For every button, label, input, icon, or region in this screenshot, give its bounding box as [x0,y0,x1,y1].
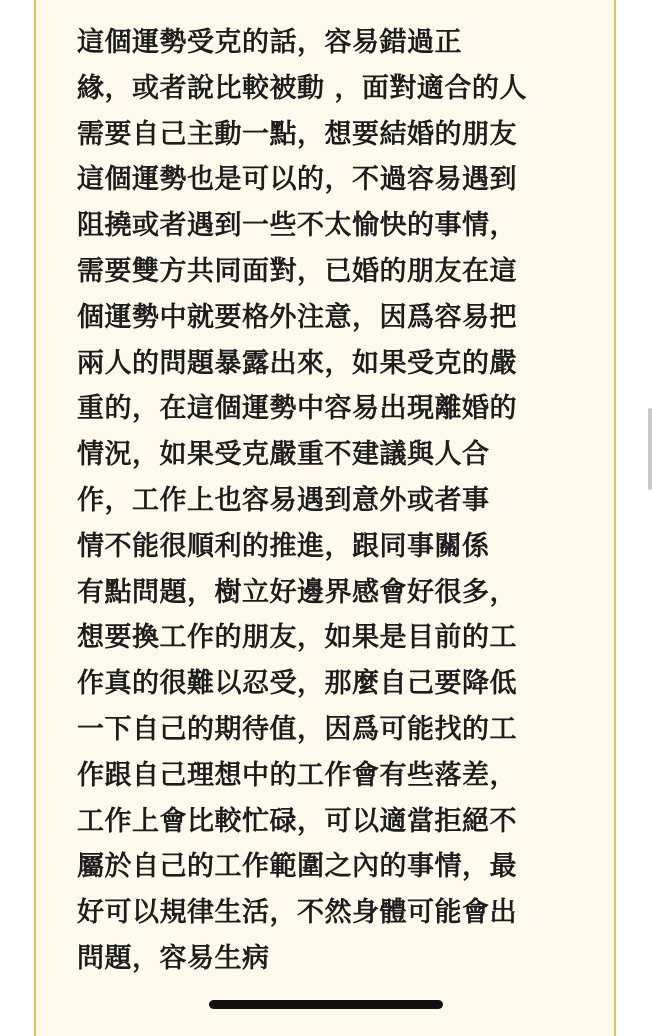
text-line: 情況，如果受克嚴重不建議與人合 [77,439,490,471]
text-line: 兩人的問題暴露出來，如果受克的嚴 [77,347,517,379]
text-line: 工作上會比較忙碌，可以適當拒絕不 [77,805,517,837]
text-line: 緣，或者說比較被動 ，面對適合的人 [77,72,527,104]
article-text [77,20,577,982]
text-line: 阻撓或者遇到一些不太愉快的事情， [77,210,517,242]
text-line: 一下自己的期待值，因爲可能找的工 [77,713,517,745]
vertical-scrollbar[interactable] [648,408,652,490]
text-line: 屬於自己的工作範圍之內的事情，最 [77,851,517,883]
text-line: 這個運勢也是可以的，不過容易遇到 [77,164,517,196]
text-line: 作跟自己理想中的工作會有些落差， [77,759,517,791]
text-line: 需要自己主動一點，想要結婚的朋友 [77,118,517,150]
text-line: 需要雙方共同面對，已婚的朋友在這 [77,255,517,287]
text-line: 想要換工作的朋友，如果是目前的工 [77,622,517,654]
text-line: 情不能很順利的推進，跟同事關係 [77,530,490,562]
text-line: 好可以規律生活，不然身體可能會出 [77,897,517,929]
text-line: 作真的很難以忍受，那麼自己要降低 [77,668,517,700]
text-line: 作，工作上也容易遇到意外或者事 [77,484,490,516]
text-line: 問題，容易生病 [77,942,270,974]
text-line: 有點問題，樹立好邊界感會好很多， [77,576,517,608]
text-line: 個運勢中就要格外注意，因爲容易把 [77,301,517,333]
home-indicator-bar[interactable] [209,1000,443,1009]
text-line: 這個運勢受克的話，容易錯過正 [77,27,462,58]
text-line: 重的，在這個運勢中容易出現離婚的 [77,393,517,425]
